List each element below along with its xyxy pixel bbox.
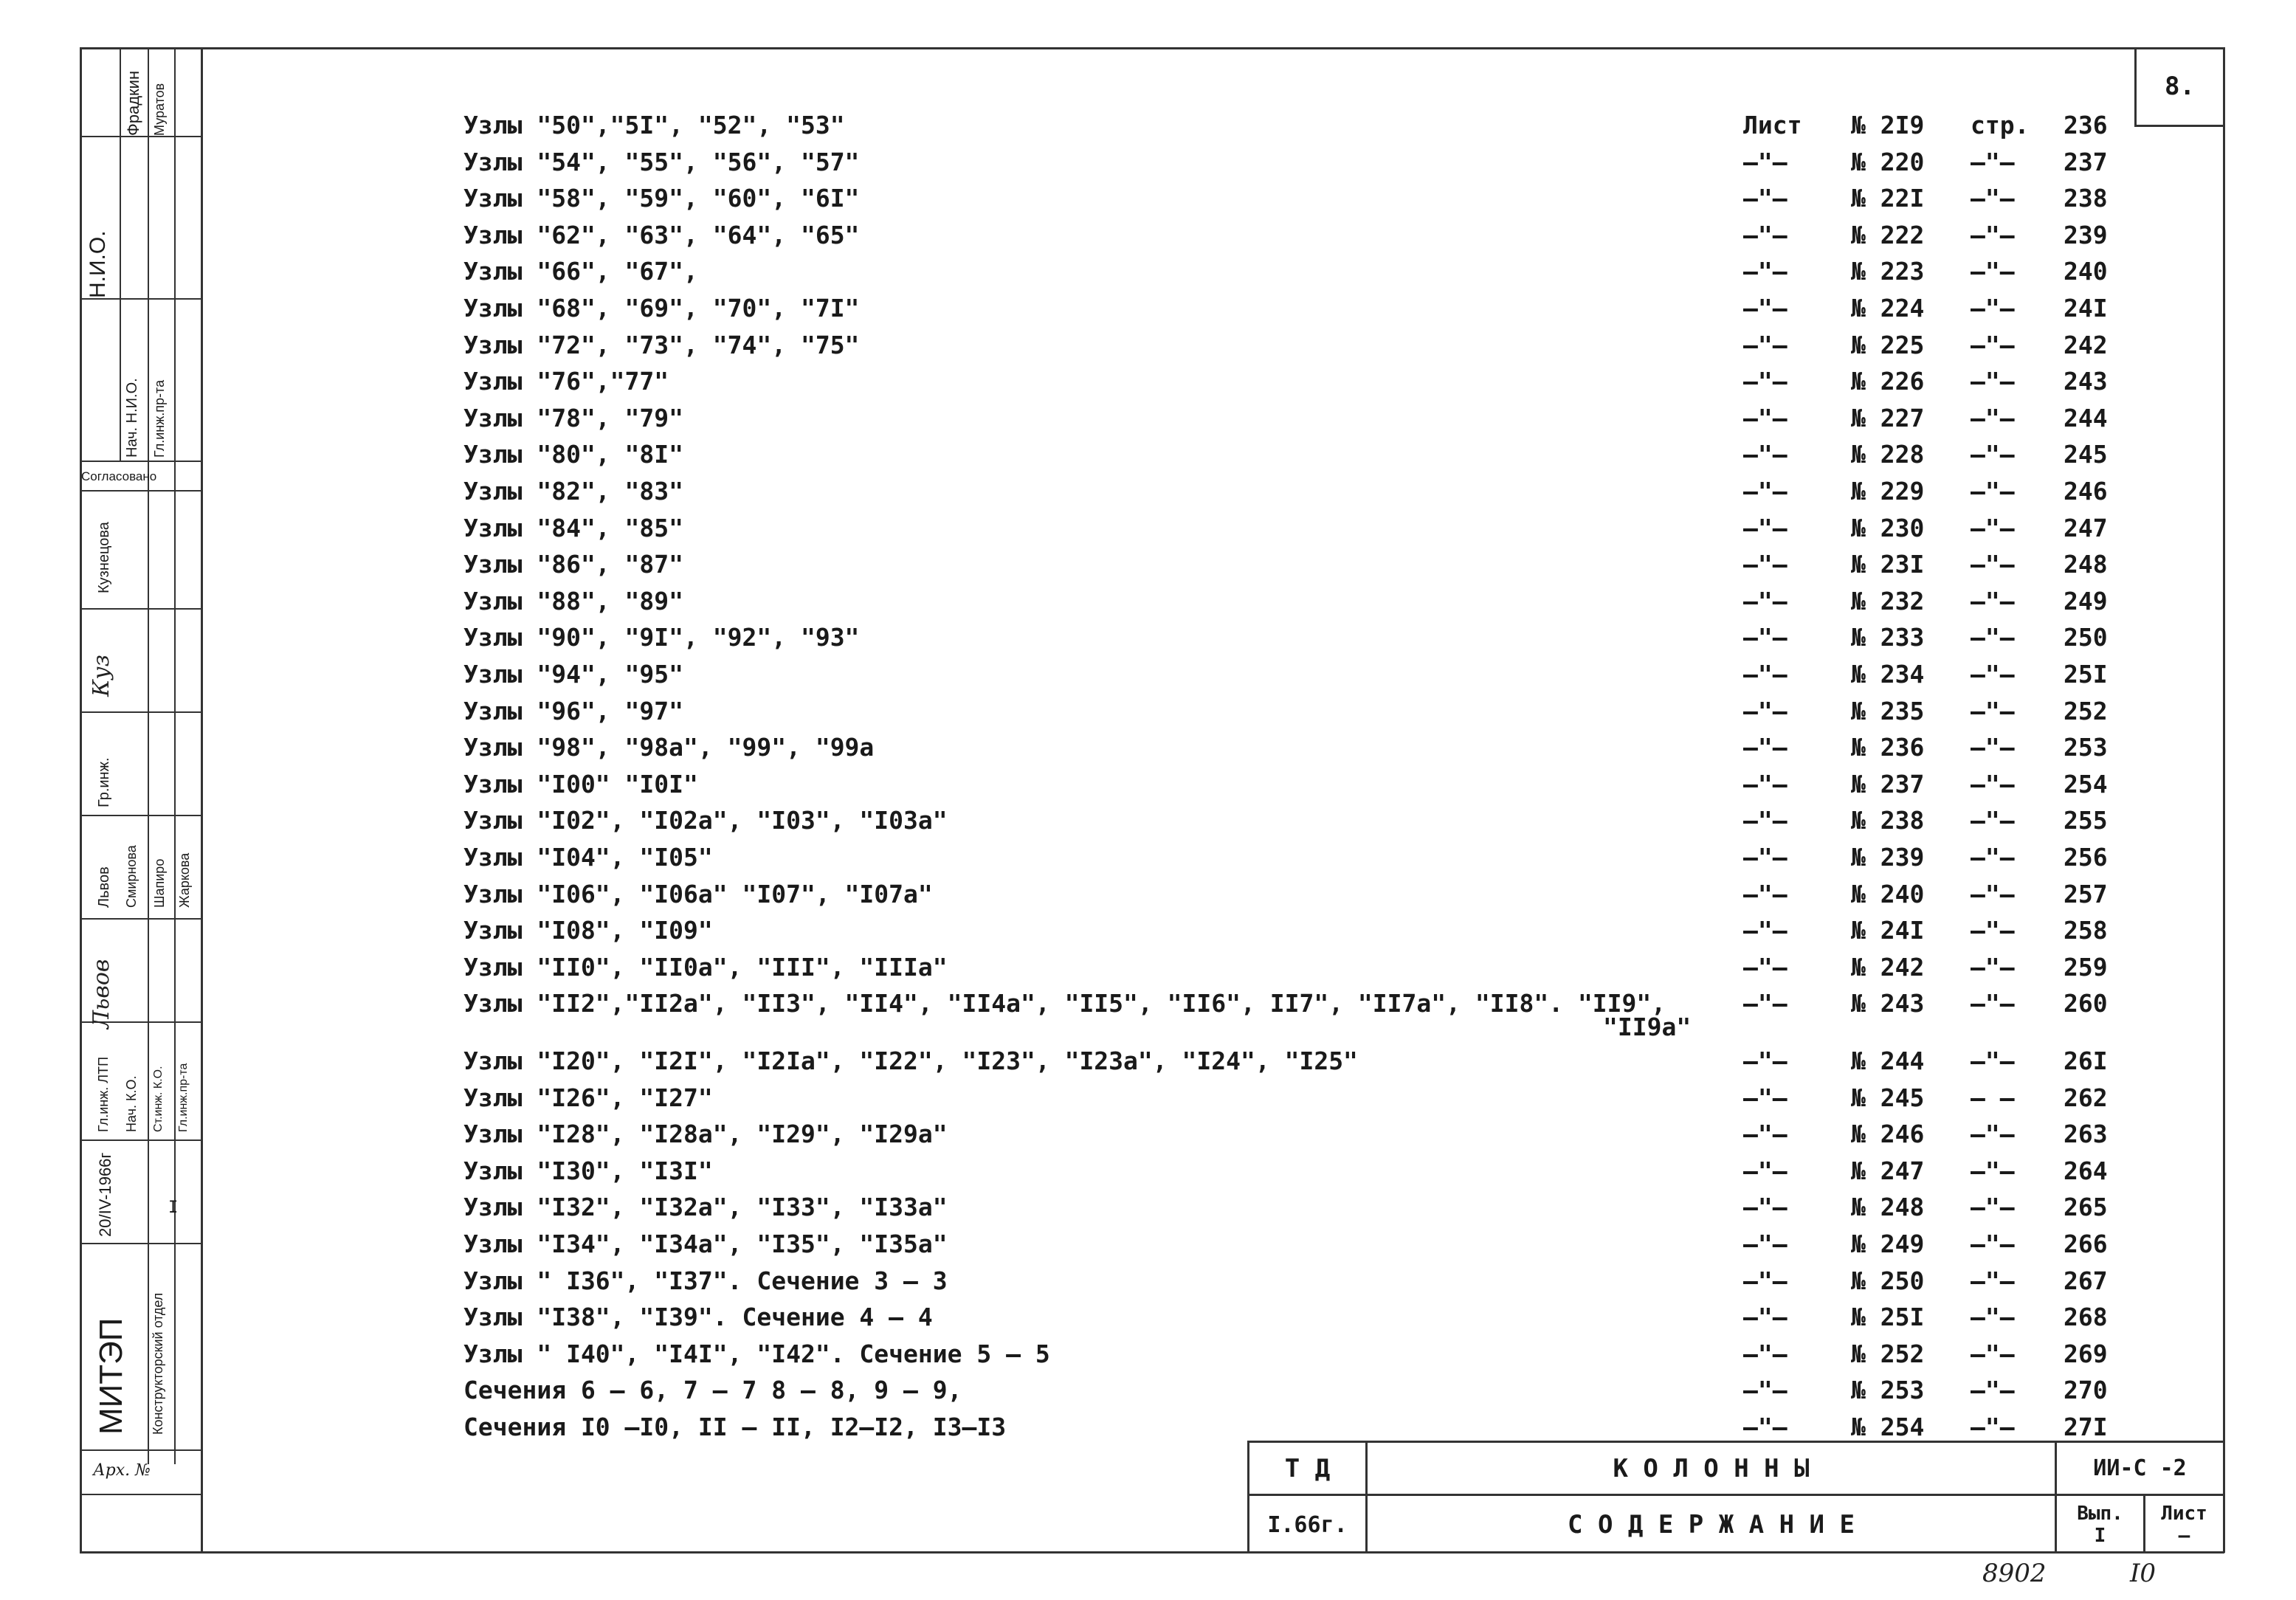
row-page-number: 242 xyxy=(2064,330,2108,359)
row-sheet-number: № 22I xyxy=(1851,184,1925,213)
row-list-label: –"– xyxy=(1743,477,1787,506)
row-sheet-number: № 229 xyxy=(1851,477,1925,506)
row-page-label: –"– xyxy=(1971,220,2015,249)
title-block-sheet xyxy=(2145,1496,2223,1554)
row-page-label: –"– xyxy=(1971,550,2015,579)
row-sheet-number: № 236 xyxy=(1851,733,1925,762)
row-title: Узлы "66", "67", xyxy=(463,257,698,286)
row-list-label: –"– xyxy=(1743,843,1787,872)
title-block-org-code: Т Д xyxy=(1249,1443,1368,1496)
table-row xyxy=(0,438,2214,474)
row-sheet-number: № 25I xyxy=(1851,1303,1925,1332)
stamp-arkh-no: Арх. № xyxy=(93,1461,151,1480)
row-page-label: –"– xyxy=(1971,952,2015,982)
row-title: Узлы "I28", "I28а", "I29", "I29а" xyxy=(463,1120,948,1149)
row-title: Узлы "72", "73", "74", "75" xyxy=(463,330,860,359)
row-list-label: –"– xyxy=(1743,586,1787,615)
table-row xyxy=(0,1155,2214,1190)
title-block-issue xyxy=(2057,1496,2145,1554)
table-row xyxy=(0,182,2214,218)
table-row xyxy=(0,548,2214,584)
row-sheet-number: № 253 xyxy=(1851,1376,1925,1405)
row-sheet-number: № 254 xyxy=(1851,1413,1925,1441)
table-row xyxy=(0,731,2214,767)
row-title: Узлы "76","77" xyxy=(463,367,669,396)
stamp-soglasovano: Согласовано xyxy=(81,469,157,483)
row-title: Узлы "I34", "I34а", "I35", "I35а" xyxy=(463,1230,948,1258)
row-page-number: 237 xyxy=(2064,147,2108,176)
row-title: Узлы "II2","II2а", "II3", "II4", "II4а", "II5", "II6", II7", "II7а", "II8". "II9", xyxy=(463,989,1666,1018)
title-block-subtitle: С О Д Е Р Ж А Н И Е xyxy=(1368,1496,2057,1554)
row-list-label: –"– xyxy=(1743,184,1787,213)
table-row xyxy=(0,951,2214,987)
stamp-divider xyxy=(80,1494,202,1495)
row-list-label: –"– xyxy=(1743,294,1787,323)
table-row xyxy=(0,987,2214,1023)
row-title: Узлы "I26", "I27" xyxy=(463,1083,713,1112)
row-page-label: –"– xyxy=(1971,1339,2015,1368)
row-sheet-number: № 244 xyxy=(1851,1046,1925,1075)
row-list-label: –"– xyxy=(1743,1120,1787,1149)
row-page-number: 243 xyxy=(2064,367,2108,396)
table-row xyxy=(0,402,2214,438)
row-list-label: –"– xyxy=(1743,513,1787,542)
table-row xyxy=(0,1118,2214,1154)
row-list-label: –"– xyxy=(1743,367,1787,396)
row-title: Узлы "54", "55", "56", "57" xyxy=(463,147,860,176)
row-page-number: 27I xyxy=(2064,1413,2108,1441)
stamp-lvov: Львов xyxy=(96,866,112,908)
row-list-label: Лист xyxy=(1743,111,1802,139)
row-title: Узлы "82", "83" xyxy=(463,477,684,506)
table-row xyxy=(0,475,2214,511)
table-row xyxy=(0,219,2214,255)
row-sheet-number: № 250 xyxy=(1851,1266,1925,1295)
title-block-doc-code: ИИ-С -2 xyxy=(2057,1443,2223,1496)
row-list-label: –"– xyxy=(1743,660,1787,689)
title-block xyxy=(1247,1441,2223,1551)
row-page-number: 250 xyxy=(2064,623,2108,652)
row-page-number: 246 xyxy=(2064,477,2108,506)
table-row xyxy=(0,146,2214,182)
row-sheet-number: № 234 xyxy=(1851,660,1925,689)
row-page-number: 238 xyxy=(2064,184,2108,213)
table-row xyxy=(0,658,2214,694)
row-sheet-number: № 228 xyxy=(1851,440,1925,469)
row-list-label: –"– xyxy=(1743,257,1787,286)
row-sheet-number: № 223 xyxy=(1851,257,1925,286)
row-list-label: –"– xyxy=(1743,1083,1787,1112)
row-page-label: –"– xyxy=(1971,330,2015,359)
table-row xyxy=(0,804,2214,840)
row-page-number: 25I xyxy=(2064,660,2108,689)
row-title: Узлы " I40", "I4I", "I42". Сечение 5 – 5 xyxy=(463,1339,1050,1368)
row-page-label: –"– xyxy=(1971,1120,2015,1149)
row-page-label: –"– xyxy=(1971,879,2015,908)
stamp-shapiro: Шапиро xyxy=(152,858,167,908)
row-list-label: –"– xyxy=(1743,550,1787,579)
row-page-number: 260 xyxy=(2064,989,2108,1018)
row-title: Узлы "50","5I", "52", "53" xyxy=(463,111,845,139)
table-row xyxy=(0,292,2214,328)
signature-lvov: Львов xyxy=(89,959,114,1029)
row-page-label: –"– xyxy=(1971,257,2015,286)
row-page-number: 270 xyxy=(2064,1376,2108,1405)
stamp-gl-inzh-ltp: Гл.инж. ЛТП xyxy=(96,1056,111,1132)
table-row xyxy=(0,914,2214,950)
row-page-label: –"– xyxy=(1971,696,2015,725)
title-block-year: I.66г. xyxy=(1249,1496,1368,1554)
row-page-label: –"– xyxy=(1971,769,2015,799)
row-page-number: 265 xyxy=(2064,1193,2108,1222)
row-sheet-number: № 246 xyxy=(1851,1120,1925,1149)
row-list-label: –"– xyxy=(1743,440,1787,469)
row-title: Узлы "78", "79" xyxy=(463,403,684,432)
row-page-number: 267 xyxy=(2064,1266,2108,1295)
row-sheet-number: № 23I xyxy=(1851,550,1925,579)
row-page-label: –"– xyxy=(1971,623,2015,652)
row-page-number: 262 xyxy=(2064,1083,2108,1112)
row-sheet-number: № 230 xyxy=(1851,513,1925,542)
row-sheet-number: № 245 xyxy=(1851,1083,1925,1112)
stamp-divider xyxy=(80,1449,202,1451)
row-title: Узлы "I00" "I0I" xyxy=(463,769,698,799)
stamp-kuznetsova: Кузнецова xyxy=(96,522,112,593)
row-sheet-number: № 222 xyxy=(1851,220,1925,249)
row-page-number: 268 xyxy=(2064,1303,2108,1332)
footer-archive-number: 8902 xyxy=(1982,1559,2047,1588)
row-title: Узлы "98", "98а", "99", "99а xyxy=(463,733,875,762)
row-title: Узлы "80", "8I" xyxy=(463,440,684,469)
row-page-label: –"– xyxy=(1971,989,2015,1018)
row-page-number: 248 xyxy=(2064,550,2108,579)
row-sheet-number: № 238 xyxy=(1851,806,1925,835)
row-title: Узлы "86", "87" xyxy=(463,550,684,579)
table-row xyxy=(0,512,2214,548)
row-sheet-number: № 220 xyxy=(1851,147,1925,176)
stamp-gr-inzh: Гр.инж. xyxy=(96,757,112,807)
row-title: Узлы "I06", "I06а" "I07", "I07а" xyxy=(463,879,933,908)
sheet-label: Лист xyxy=(2161,1503,2207,1525)
row-page-label: –"– xyxy=(1971,843,2015,872)
table-row xyxy=(0,695,2214,731)
table-row xyxy=(0,621,2214,657)
row-page-number: 266 xyxy=(2064,1230,2108,1258)
table-row xyxy=(0,1191,2214,1227)
row-list-label: –"– xyxy=(1743,733,1787,762)
row-title: Узлы " I36", "I37". Сечение 3 – 3 xyxy=(463,1266,948,1295)
row-page-label: –"– xyxy=(1971,586,2015,615)
row-page-label: –"– xyxy=(1971,1193,2015,1222)
table-row xyxy=(0,1374,2214,1410)
stamp-nach-ko: Нач. К.О. xyxy=(124,1075,139,1132)
row-page-label: –"– xyxy=(1971,147,2015,176)
row-page-number: 256 xyxy=(2064,843,2108,872)
row-page-number: 255 xyxy=(2064,806,2108,835)
row-page-number: 24I xyxy=(2064,294,2108,323)
row-list-label: –"– xyxy=(1743,1156,1787,1185)
row-title: Узлы "62", "63", "64", "65" xyxy=(463,220,860,249)
row-page-label: –"– xyxy=(1971,440,2015,469)
row-title: Узлы "84", "85" xyxy=(463,513,684,542)
row-continuation: "II9а" xyxy=(1603,1013,1692,1041)
row-title: Узлы "96", "97" xyxy=(463,696,684,725)
frame-top-border xyxy=(80,47,2224,49)
stamp-one: I xyxy=(168,1199,179,1217)
row-page-number: 244 xyxy=(2064,403,2108,432)
row-list-label: –"– xyxy=(1743,1339,1787,1368)
table-row xyxy=(0,1301,2214,1337)
row-title: Узлы "68", "69", "70", "7I" xyxy=(463,294,860,323)
row-page-label: –"– xyxy=(1971,403,2015,432)
table-row xyxy=(0,1265,2214,1300)
row-list-label: –"– xyxy=(1743,806,1787,835)
table-row xyxy=(0,841,2214,877)
row-title: Сечения I0 –I0, II – II, I2–I2, I3–I3 xyxy=(463,1413,1007,1441)
sheet-number: 8. xyxy=(2134,47,2223,127)
row-page-label: –"– xyxy=(1971,1376,2015,1405)
signature-kuzn: Куз xyxy=(89,655,114,697)
table-row xyxy=(0,255,2214,291)
row-page-number: 263 xyxy=(2064,1120,2108,1149)
row-page-number: 259 xyxy=(2064,952,2108,982)
row-sheet-number: № 248 xyxy=(1851,1193,1925,1222)
row-sheet-number: № 225 xyxy=(1851,330,1925,359)
row-sheet-number: № 249 xyxy=(1851,1230,1925,1258)
row-page-number: 269 xyxy=(2064,1339,2108,1368)
row-list-label: –"– xyxy=(1743,696,1787,725)
row-page-number: 258 xyxy=(2064,916,2108,945)
row-title: Узлы "II0", "II0а", "III", "IIIа" xyxy=(463,952,948,982)
row-page-label: стр. xyxy=(1971,111,2030,139)
row-page-label: – – xyxy=(1971,1083,2015,1112)
row-list-label: –"– xyxy=(1743,1303,1787,1332)
row-title: Узлы "90", "9I", "92", "93" xyxy=(463,623,860,652)
row-sheet-number: № 226 xyxy=(1851,367,1925,396)
row-page-label: –"– xyxy=(1971,184,2015,213)
stamp-fradkin: Фрадкин xyxy=(124,70,142,136)
table-row xyxy=(0,109,2214,145)
row-page-number: 245 xyxy=(2064,440,2108,469)
row-sheet-number: № 240 xyxy=(1851,879,1925,908)
row-page-label: –"– xyxy=(1971,1046,2015,1075)
row-page-label: –"– xyxy=(1971,477,2015,506)
table-row xyxy=(0,1228,2214,1263)
issue-label: Вып. xyxy=(2077,1503,2123,1525)
table-row xyxy=(0,878,2214,914)
row-page-number: 253 xyxy=(2064,733,2108,762)
row-page-number: 26I xyxy=(2064,1046,2108,1075)
row-sheet-number: № 232 xyxy=(1851,586,1925,615)
row-sheet-number: № 239 xyxy=(1851,843,1925,872)
stamp-nach-nio: Нач. Н.И.О. xyxy=(124,378,140,458)
issue-value: I xyxy=(2094,1525,2106,1547)
row-list-label: –"– xyxy=(1743,623,1787,652)
row-page-number: 239 xyxy=(2064,220,2108,249)
stamp-muratov: Муратов xyxy=(152,83,167,136)
row-page-label: –"– xyxy=(1971,1230,2015,1258)
row-page-label: –"– xyxy=(1971,660,2015,689)
row-sheet-number: № 224 xyxy=(1851,294,1925,323)
row-page-label: –"– xyxy=(1971,294,2015,323)
row-list-label: –"– xyxy=(1743,1376,1787,1405)
row-list-label: –"– xyxy=(1743,403,1787,432)
row-sheet-number: № 233 xyxy=(1851,623,1925,652)
table-row xyxy=(0,329,2214,365)
row-list-label: –"– xyxy=(1743,1230,1787,1258)
row-sheet-number: № 242 xyxy=(1851,952,1925,982)
stamp-gl-inzh: Гл.инж.пр-та xyxy=(152,379,167,458)
row-sheet-number: № 247 xyxy=(1851,1156,1925,1185)
row-sheet-number: № 235 xyxy=(1851,696,1925,725)
table-row xyxy=(0,1338,2214,1373)
row-page-label: –"– xyxy=(1971,1156,2015,1185)
table-row xyxy=(0,1082,2214,1117)
row-sheet-number: № 252 xyxy=(1851,1339,1925,1368)
row-page-number: 249 xyxy=(2064,586,2108,615)
row-sheet-number: № 2I9 xyxy=(1851,111,1925,139)
stamp-konstr-otdel: Конструкторский отдел xyxy=(151,1292,165,1435)
table-row xyxy=(0,768,2214,804)
row-sheet-number: № 24I xyxy=(1851,916,1925,945)
stamp-gl-inzh-pr-ta: Гл.инж.пр-та xyxy=(177,1063,190,1132)
footer-page-number: I0 xyxy=(2130,1559,2157,1588)
row-sheet-number: № 243 xyxy=(1851,989,1925,1018)
title-block-name: К О Л О Н Н Ы xyxy=(1368,1443,2057,1496)
row-page-label: –"– xyxy=(1971,367,2015,396)
table-row xyxy=(0,585,2214,621)
row-page-label: –"– xyxy=(1971,733,2015,762)
row-page-number: 254 xyxy=(2064,769,2108,799)
table-row xyxy=(0,1045,2214,1080)
row-list-label: –"– xyxy=(1743,147,1787,176)
row-sheet-number: № 227 xyxy=(1851,403,1925,432)
row-page-label: –"– xyxy=(1971,1266,2015,1295)
row-list-label: –"– xyxy=(1743,989,1787,1018)
row-page-label: –"– xyxy=(1971,1413,2015,1441)
stamp-date: 20/IV-1966г xyxy=(96,1152,114,1237)
row-page-number: 247 xyxy=(2064,513,2108,542)
row-title: Узлы "I30", "I3I" xyxy=(463,1156,713,1185)
row-page-label: –"– xyxy=(1971,1303,2015,1332)
row-page-number: 240 xyxy=(2064,257,2108,286)
row-list-label: –"– xyxy=(1743,879,1787,908)
row-list-label: –"– xyxy=(1743,1193,1787,1222)
row-list-label: –"– xyxy=(1743,1266,1787,1295)
row-sheet-number: № 237 xyxy=(1851,769,1925,799)
row-list-label: –"– xyxy=(1743,1046,1787,1075)
row-title: Узлы "I04", "I05" xyxy=(463,843,713,872)
row-title: Узлы "I38", "I39". Сечение 4 – 4 xyxy=(463,1303,933,1332)
row-title: Узлы "I20", "I2I", "I2Iа", "I22", "I23", "I23а", "I24", "I25" xyxy=(463,1046,1358,1075)
row-page-number: 257 xyxy=(2064,879,2108,908)
row-list-label: –"– xyxy=(1743,330,1787,359)
row-page-label: –"– xyxy=(1971,916,2015,945)
stamp-nio: Н.И.О. xyxy=(86,230,110,298)
row-page-number: 264 xyxy=(2064,1156,2108,1185)
row-list-label: –"– xyxy=(1743,220,1787,249)
stamp-mitep: МИТЭП xyxy=(93,1317,129,1435)
row-page-label: –"– xyxy=(1971,806,2015,835)
row-page-number: 236 xyxy=(2064,111,2108,139)
row-list-label: –"– xyxy=(1743,769,1787,799)
stamp-zharkova: Жаркова xyxy=(177,852,192,908)
row-list-label: –"– xyxy=(1743,952,1787,982)
row-title: Узлы "88", "89" xyxy=(463,586,684,615)
row-title: Узлы "I02", "I02а", "I03", "I03а" xyxy=(463,806,948,835)
row-page-number: 252 xyxy=(2064,696,2108,725)
row-title: Узлы "94", "95" xyxy=(463,660,684,689)
row-title: Узлы "58", "59", "60", "6I" xyxy=(463,184,860,213)
row-list-label: –"– xyxy=(1743,916,1787,945)
row-title: Узлы "I08", "I09" xyxy=(463,916,713,945)
sheet-value: – xyxy=(2178,1525,2190,1547)
frame-right-border xyxy=(2223,47,2225,1553)
stamp-smirnova: Смирнова xyxy=(124,845,139,908)
stamp-st-inzh-ko: Ст.инж. К.О. xyxy=(152,1066,165,1132)
row-title: Узлы "I32", "I32а", "I33", "I33а" xyxy=(463,1193,948,1222)
row-title: Сечения 6 – 6, 7 – 7 8 – 8, 9 – 9, xyxy=(463,1376,962,1405)
row-page-label: –"– xyxy=(1971,513,2015,542)
row-list-label: –"– xyxy=(1743,1413,1787,1441)
table-row xyxy=(0,365,2214,401)
